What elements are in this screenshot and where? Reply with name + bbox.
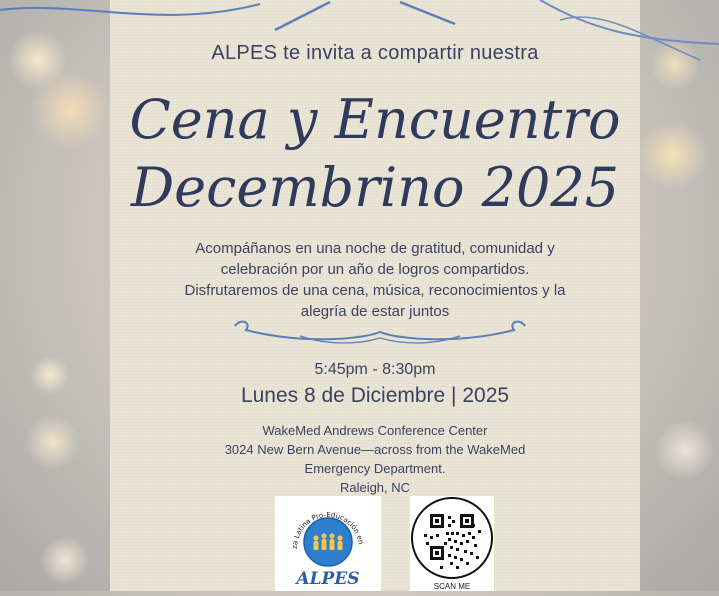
qr-caption: SCAN ME	[433, 582, 471, 591]
description-line: Acompáñanos en una noche de gratitud, comunidad y	[195, 240, 555, 257]
venue-line: 3024 New Bern Avenue—across from the WakeMed	[224, 442, 526, 457]
logo-name: ALPES	[296, 569, 360, 589]
venue-line: Raleigh, NC	[339, 480, 411, 495]
event-title-line2: Decembrino 2025	[130, 156, 620, 219]
event-venue	[110, 421, 640, 497]
venue-line: Emergency Department.	[304, 461, 446, 476]
invitation-intro: ALPES te invita a compartir nuestra	[211, 42, 539, 64]
description-line: alegría de estar juntos	[300, 303, 450, 320]
description-line: celebración por un año de logros compartidos.	[220, 261, 530, 278]
venue-line: WakeMed Andrews Conference Center	[262, 423, 488, 438]
event-description	[110, 238, 640, 322]
logo-ring-text: za Latina Pro-Educación en	[290, 510, 365, 550]
qr-code[interactable]	[410, 496, 494, 591]
alpes-logo-emblem	[275, 496, 381, 591]
event-title-line1: Cena y Encuentro	[129, 88, 621, 151]
event-time: 5:45pm - 8:30pm	[314, 361, 436, 378]
description-line: Disfrutaremos de una cena, música, reconocimientos y la	[184, 282, 566, 299]
event-date: Lunes 8 de Diciembre | 2025	[240, 384, 510, 407]
alpes-logo	[275, 496, 381, 591]
qr-code-icon	[410, 496, 494, 580]
